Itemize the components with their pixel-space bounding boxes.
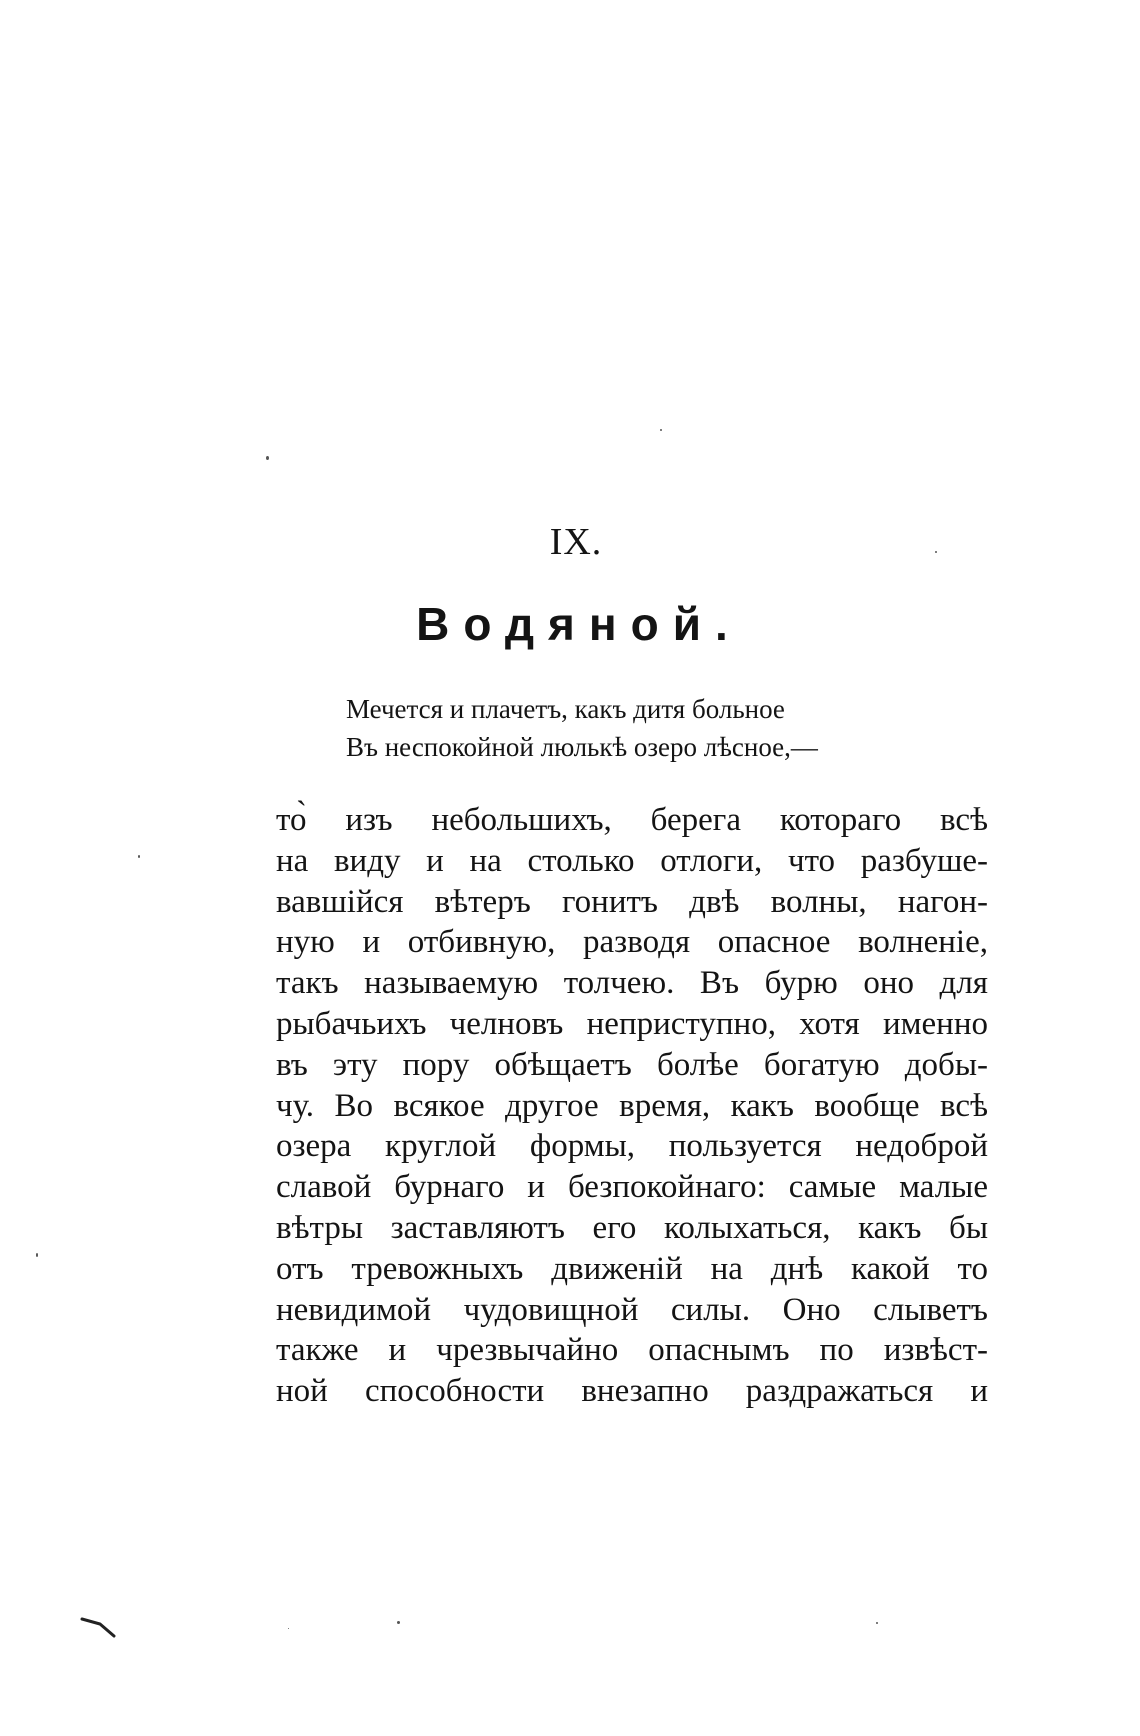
scan-speck (876, 1622, 878, 1624)
text-line: также и чрезвычайно опаснымъ по извѣст- (276, 1332, 988, 1369)
scan-mark (80, 1616, 120, 1640)
text-line: ной способности внезапно раздражаться и (276, 1373, 988, 1410)
text-line: ную и отбивную, разводя опасное волненіе, (276, 924, 988, 961)
body-paragraph (276, 800, 988, 1412)
scan-speck (36, 1253, 38, 1257)
chapter-number: IX. (549, 521, 603, 563)
scan-speck (138, 855, 140, 858)
epigraph-line: Въ неспокойной люлькѣ озеро лѣсное,— (346, 732, 818, 762)
scan-speck (288, 1628, 289, 1629)
text-line: на виду и на столько отлоги, что разбуше- (276, 842, 988, 879)
chapter-title: Водяной. (416, 598, 742, 650)
text-line: отъ тревожныхъ движеній на днѣ какой то (276, 1250, 988, 1287)
text-line: невидимой чудовищной силы. Оно слыветъ (276, 1291, 988, 1328)
text-line: такъ называемую толчею. Въ бурю оно для (276, 965, 988, 1002)
text-line: озера круглой формы, пользуется недоброй (276, 1128, 988, 1165)
text-line: въ эту пору обѣщаетъ болѣе богатую добы- (276, 1046, 988, 1083)
epigraph-line: Мечется и плачетъ, какъ дитя больное (346, 694, 785, 724)
text-line: чу. Во всякое другое время, какъ вообще всѣ (276, 1087, 988, 1124)
scan-speck (660, 429, 662, 431)
scan-speck (266, 456, 269, 460)
text-line: рыбачьихъ челновъ неприступно, хотя именно (276, 1005, 988, 1042)
text-line: вавшійся вѣтеръ гонитъ двѣ волны, нагон- (276, 883, 988, 920)
scan-speck (935, 551, 937, 553)
text-line: славой бурнаго и безпокойнаго: самые малые (276, 1169, 988, 1206)
text-line: вѣтры заставляютъ его колыхаться, какъ бы (276, 1209, 988, 1246)
text-line: то̀ изъ небольшихъ, берега котораго всѣ (276, 802, 988, 838)
scan-speck (397, 1621, 400, 1624)
epigraph (346, 690, 906, 766)
